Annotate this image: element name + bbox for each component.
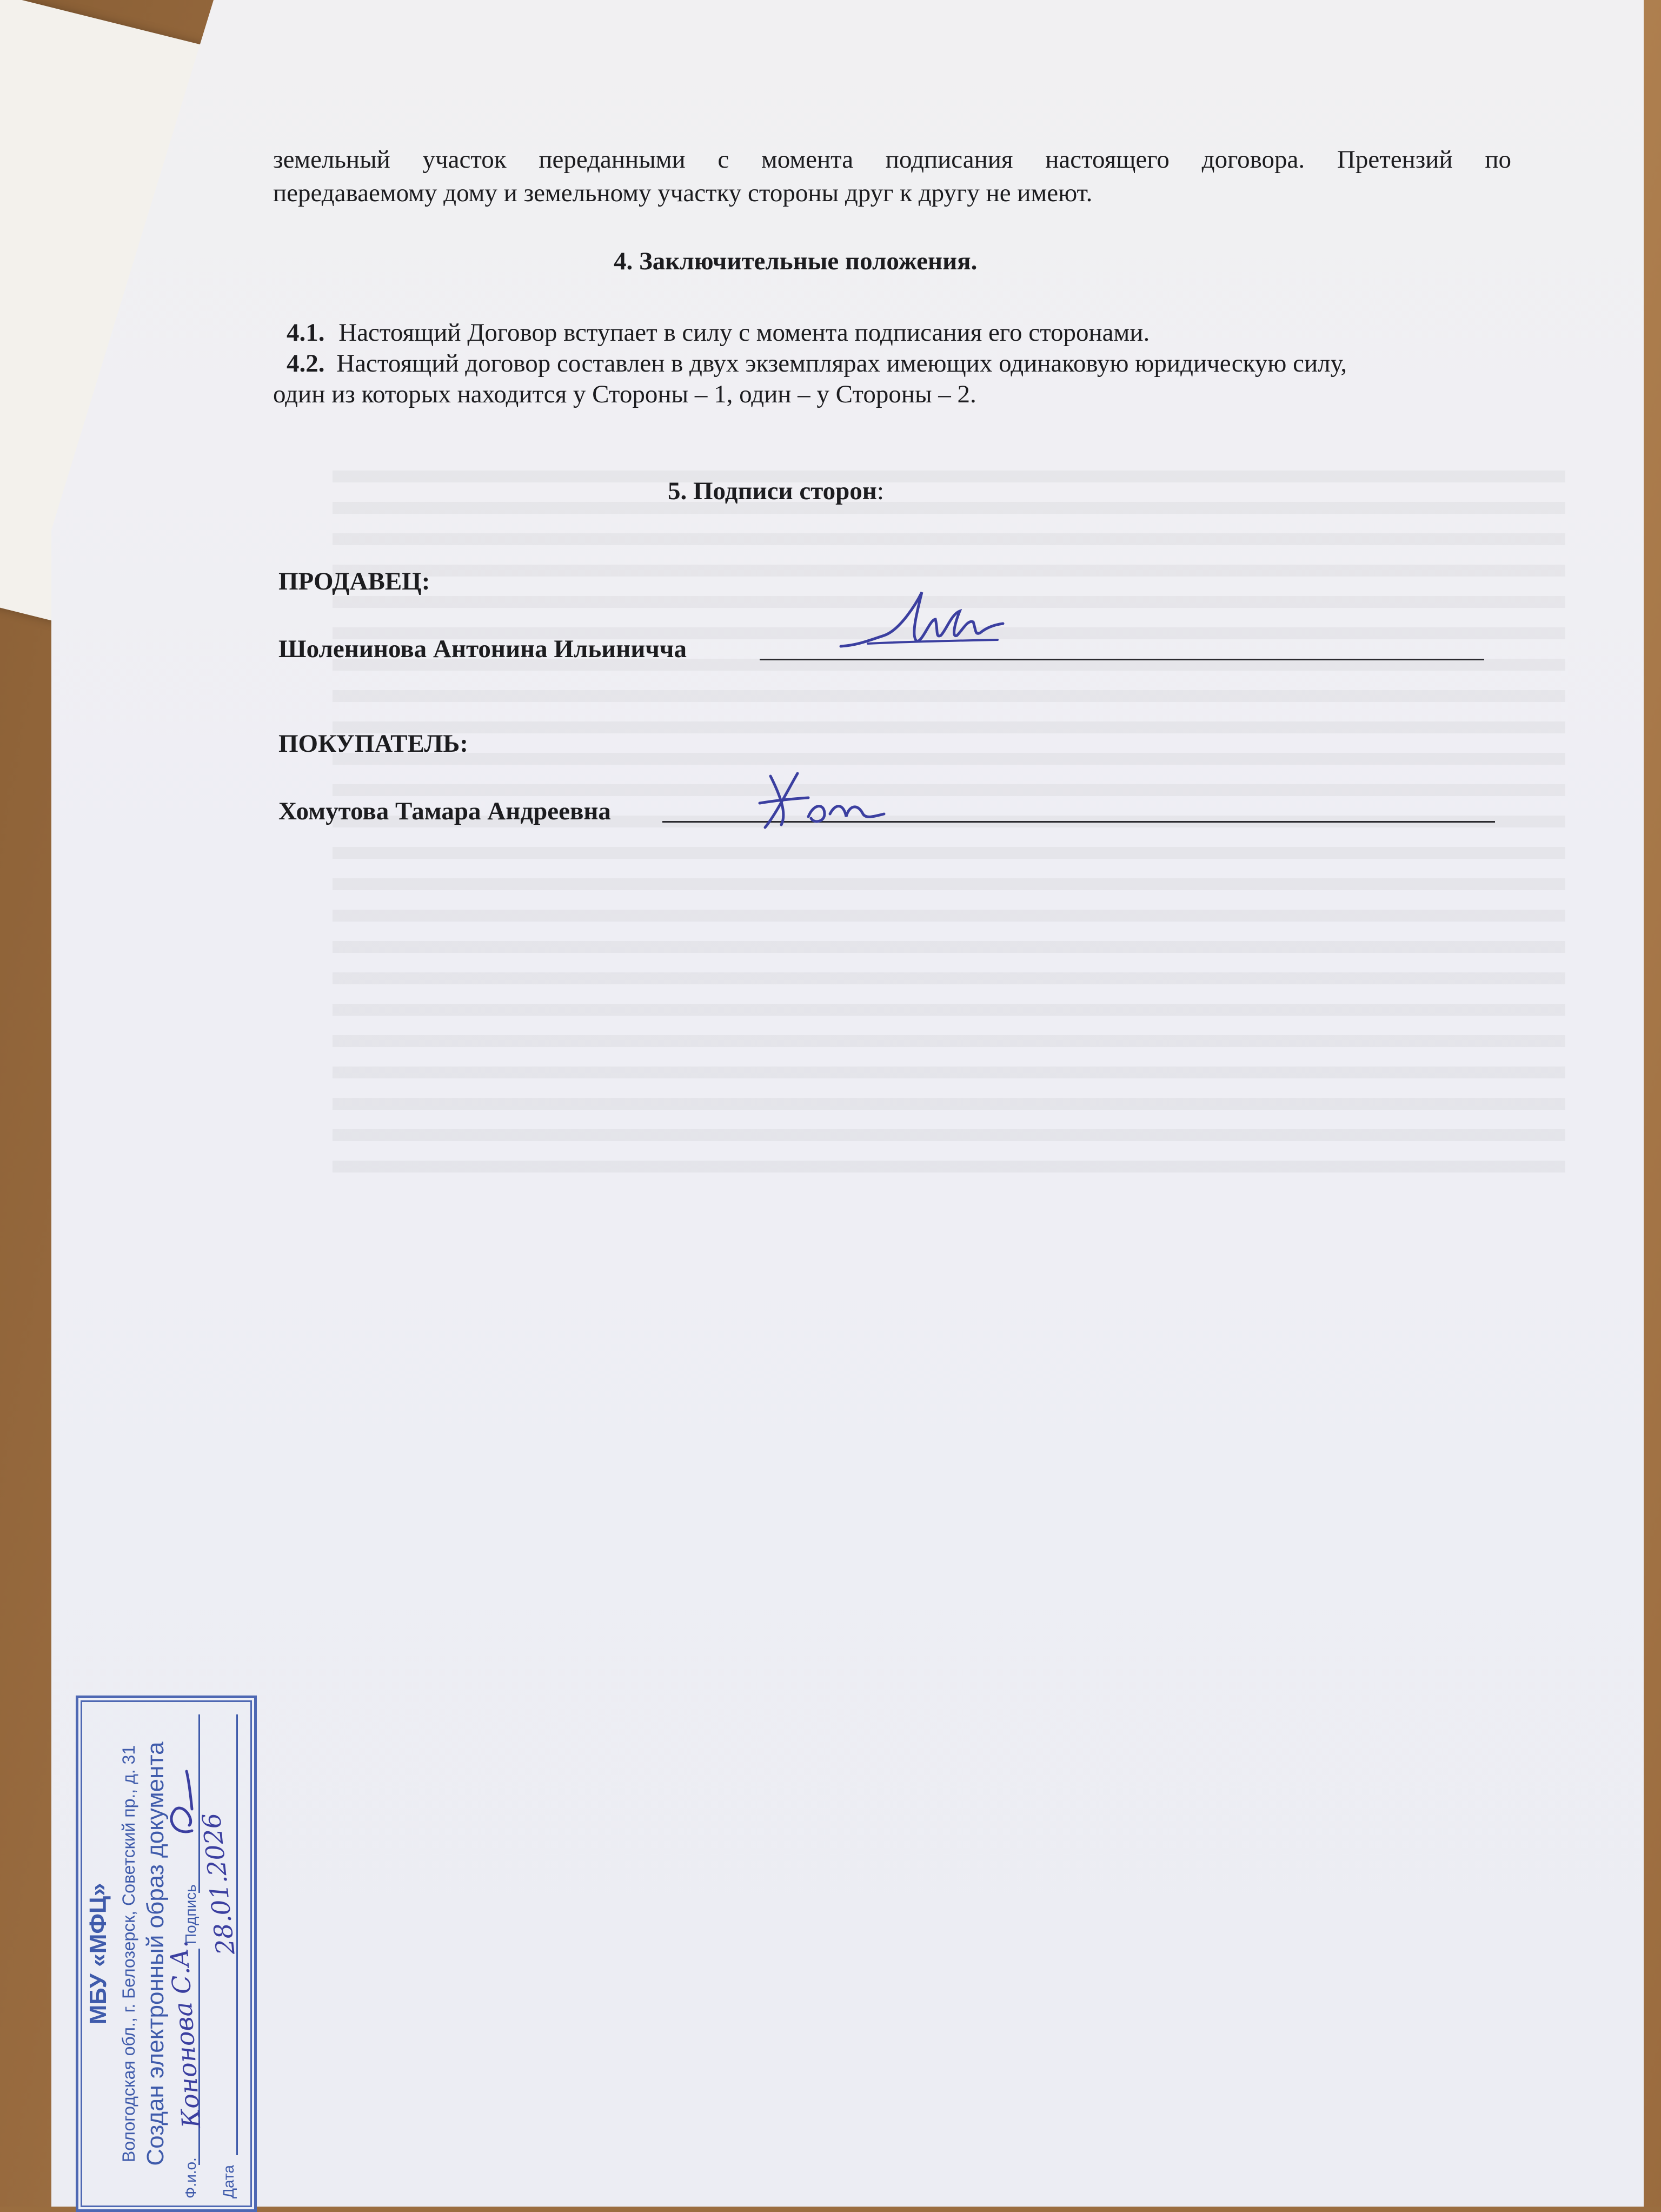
section-5-title-text: 5. Подписи сторон [668, 477, 877, 505]
stamp-fio-label: Ф.и.о. [182, 2157, 199, 2198]
section-4-title: 4. Заключительные положения. [614, 247, 978, 275]
seller-role-label: ПРОДАВЕЦ: [278, 567, 430, 595]
clause-4-2 [287, 347, 1347, 380]
clause-4-2-text-line-2: один из которых находится у Стороны – 1, один – у Стороны – 2. [273, 380, 976, 408]
buyer-signature [749, 765, 911, 836]
stamp-main-text: Создан электронный образ документа [142, 1741, 169, 2166]
clause-4-2-number: 4.2. [287, 349, 325, 378]
stamp-address: Вологодская обл., г. Белозерск, Советский пр., д. 31 [119, 1745, 138, 2163]
buyer-role-label: ПОКУПАТЕЛЬ: [278, 730, 468, 758]
intro-paragraph-line-2: передаваемому дому и земельному участку стороны друг к другу не имеют. [273, 179, 1093, 207]
stamp-fio-value: Кононова С.А. [163, 1939, 207, 2129]
intro-paragraph-line-1: земельный участок переданными с момента подписания настоящего договора. Претензий по [273, 145, 1511, 174]
mfc-stamp-text [78, 1698, 254, 2209]
clause-4-1-text: Настоящий Договор вступает в силу с момента подписания его сторонами. [338, 319, 1150, 347]
mfc-stamp [76, 1696, 257, 2212]
clause-4-1-number: 4.1. [287, 319, 325, 347]
stamp-date-label: Дата [220, 2164, 237, 2198]
seller-name: Шоленинова Антонина Ильиничча [278, 635, 687, 663]
stamp-signature [160, 1766, 203, 1842]
section-5-title-colon: : [876, 477, 884, 505]
stamp-org: МБУ «МФЦ» [85, 1883, 111, 2025]
stamp-date-value: 28.01.2026 [196, 1811, 241, 1957]
clause-4-1 [287, 316, 1150, 349]
stamp-sign-label: Подпись [182, 1884, 199, 1944]
section-5-title [668, 475, 884, 507]
clause-4-2-text-line-1: Настоящий договор составлен в двух экземплярах имеющих одинаковую юридическую силу, [336, 349, 1347, 378]
seller-signature [835, 581, 1008, 663]
buyer-name: Хомутова Тамара Андреевна [278, 797, 611, 825]
